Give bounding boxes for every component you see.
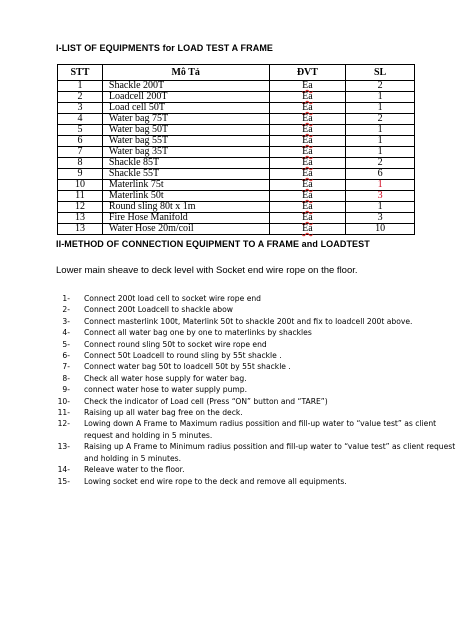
quantity-cell: 1	[346, 92, 415, 103]
row-number-cell: 4	[58, 114, 103, 125]
table-row	[58, 224, 415, 235]
list-item	[56, 464, 456, 475]
quantity-cell: 10	[346, 224, 415, 235]
step-number: 3-	[62, 316, 70, 326]
quantity-cell: 1	[346, 147, 415, 158]
column-header-unit: ĐVT	[269, 65, 346, 81]
unit-cell: Ea	[269, 213, 346, 224]
row-number-cell: 13	[58, 213, 103, 224]
step-text: Connect masterlink 100t, Materlink 50t to shackle 200t and fix to loadcell 200t above.	[84, 316, 413, 326]
description-cell: Shackle 55T	[102, 169, 269, 180]
quantity-cell: 2	[346, 158, 415, 169]
description-cell: Shackle 200T	[102, 81, 269, 92]
step-number: 5-	[62, 339, 70, 349]
quantity-cell: 1	[346, 136, 415, 147]
unit-cell: Ea	[269, 158, 346, 169]
list-item	[56, 373, 456, 384]
table-row	[58, 147, 415, 158]
list-item	[56, 441, 456, 464]
description-cell: Loadcell 200T	[102, 92, 269, 103]
row-number-cell: 3	[58, 103, 103, 114]
step-text: Connect water bag 50t to loadcell 50t by 55t shackle .	[84, 362, 291, 372]
step-text: Connect round sling 50t to socket wire rope end	[84, 339, 267, 349]
unit-cell: Ea	[269, 202, 346, 213]
unit-cell: Ea	[269, 224, 346, 235]
table-row	[58, 169, 415, 180]
list-item	[56, 418, 456, 441]
description-cell: Shackle 85T	[102, 158, 269, 169]
method-heading: II-METHOD OF CONNECTION EQUIPMENT TO A FRAME and LOADTEST	[56, 239, 370, 249]
step-text: Releave water to the floor.	[84, 465, 185, 475]
list-item	[56, 327, 456, 338]
description-cell: Round sling 80t x 1m	[102, 202, 269, 213]
step-text: Lowing socket end wire rope to the deck and remove all equipments.	[84, 476, 347, 486]
step-number: 4-	[62, 328, 70, 338]
table-row	[58, 191, 415, 202]
unit-cell: Ea	[269, 169, 346, 180]
description-cell: Water Hose 20m/coil	[102, 224, 269, 235]
column-header-description: Mô Tả	[102, 65, 269, 81]
step-text: Connect all water bag one by one to materlinks by shackles	[84, 328, 312, 338]
table-row	[58, 213, 415, 224]
table-row	[58, 81, 415, 92]
unit-cell: Ea	[269, 92, 346, 103]
step-number: 1-	[62, 294, 70, 303]
list-item	[56, 396, 456, 407]
column-header-stt: STT	[58, 65, 103, 81]
table-header-row	[58, 65, 415, 81]
column-header-quantity: SL	[346, 65, 415, 81]
table-row	[58, 180, 415, 191]
description-cell: Materlink 50t	[102, 191, 269, 202]
step-text: Connect 200t load cell to socket wire rope end	[84, 294, 261, 303]
table-row	[58, 92, 415, 103]
description-cell: Water bag 55T	[102, 136, 269, 147]
step-text: connect water hose to water supply pump.	[84, 385, 248, 395]
unit-cell: Ea	[269, 147, 346, 158]
step-number: 9-	[62, 385, 70, 395]
step-number: 12-	[57, 419, 70, 429]
quantity-cell: 3	[346, 191, 415, 202]
step-number: 15-	[57, 476, 70, 486]
list-item	[56, 339, 456, 350]
unit-cell: Ea	[269, 103, 346, 114]
description-cell: Water bag 35T	[102, 147, 269, 158]
description-cell: Load cell 50T	[102, 103, 269, 114]
step-number: 6-	[62, 351, 70, 361]
unit-cell: Ea	[269, 125, 346, 136]
row-number-cell: 9	[58, 169, 103, 180]
list-item	[56, 476, 456, 487]
step-text: Connect 50t Loadcell to round sling by 55t shackle .	[84, 351, 282, 361]
list-item	[56, 350, 456, 361]
unit-cell: Ea	[269, 191, 346, 202]
step-number: 13-	[57, 442, 70, 452]
table-row	[58, 125, 415, 136]
description-cell: Water bag 75T	[102, 114, 269, 125]
quantity-cell: 6	[346, 169, 415, 180]
step-number: 7-	[62, 362, 70, 372]
table-row	[58, 202, 415, 213]
row-number-cell: 10	[58, 180, 103, 191]
row-number-cell: 8	[58, 158, 103, 169]
row-number-cell: 7	[58, 147, 103, 158]
quantity-cell: 1	[346, 180, 415, 191]
table-row	[58, 114, 415, 125]
step-number: 14-	[57, 465, 70, 475]
step-number: 11-	[57, 408, 70, 418]
list-item	[56, 407, 456, 418]
quantity-cell: 1	[346, 125, 415, 136]
equipment-table-body	[58, 81, 415, 235]
equipment-list-heading: I-LIST OF EQUIPMENTS for LOAD TEST A FRAME	[56, 43, 274, 53]
quantity-cell: 3	[346, 213, 415, 224]
quantity-cell: 1	[346, 202, 415, 213]
row-number-cell: 5	[58, 125, 103, 136]
list-item	[56, 384, 456, 395]
list-item	[56, 361, 456, 372]
description-cell: Water bag 50T	[102, 125, 269, 136]
row-number-cell: 6	[58, 136, 103, 147]
list-item	[56, 293, 456, 304]
step-text: Raising up A Frame to Minimum radius possition and fill-up water to “value test” as client request and holding in 5 minutes.	[84, 442, 456, 463]
description-cell: Fire Hose Manifold	[102, 213, 269, 224]
unit-cell: Ea	[269, 81, 346, 92]
step-number: 2-	[62, 305, 70, 315]
row-number-cell: 11	[58, 191, 103, 202]
procedure-steps	[56, 293, 456, 487]
list-item	[56, 304, 456, 315]
step-number: 10-	[57, 396, 70, 406]
table-row	[58, 136, 415, 147]
equipment-table	[57, 64, 415, 235]
row-number-cell: 13	[58, 224, 103, 235]
quantity-cell: 2	[346, 114, 415, 125]
step-text: Raising up all water bag free on the deck.	[84, 408, 243, 418]
row-number-cell: 2	[58, 92, 103, 103]
list-item	[56, 316, 456, 327]
quantity-cell: 2	[346, 81, 415, 92]
table-row	[58, 103, 415, 114]
table-row	[58, 158, 415, 169]
unit-cell: Ea	[269, 114, 346, 125]
unit-cell: Ea	[269, 136, 346, 147]
description-cell: Materlink 75t	[102, 180, 269, 191]
step-text: Check all water hose supply for water bag.	[84, 373, 247, 383]
step-text: Check the indicator of Load cell (Press “ON” button and “TARE”)	[84, 396, 328, 406]
step-number: 8-	[62, 373, 70, 383]
intro-paragraph: Lower main sheave to deck level with Socket end wire rope on the floor.	[56, 265, 358, 276]
step-text: Connect 200t Loadcell to shackle abow	[84, 305, 233, 315]
row-number-cell: 1	[58, 81, 103, 92]
step-text: Lowing down A Frame to Maximum radius possition and fill-up water to “value test” as client request and holding in 5 minutes.	[84, 419, 437, 440]
quantity-cell: 1	[346, 103, 415, 114]
unit-cell: Ea	[269, 180, 346, 191]
row-number-cell: 12	[58, 202, 103, 213]
